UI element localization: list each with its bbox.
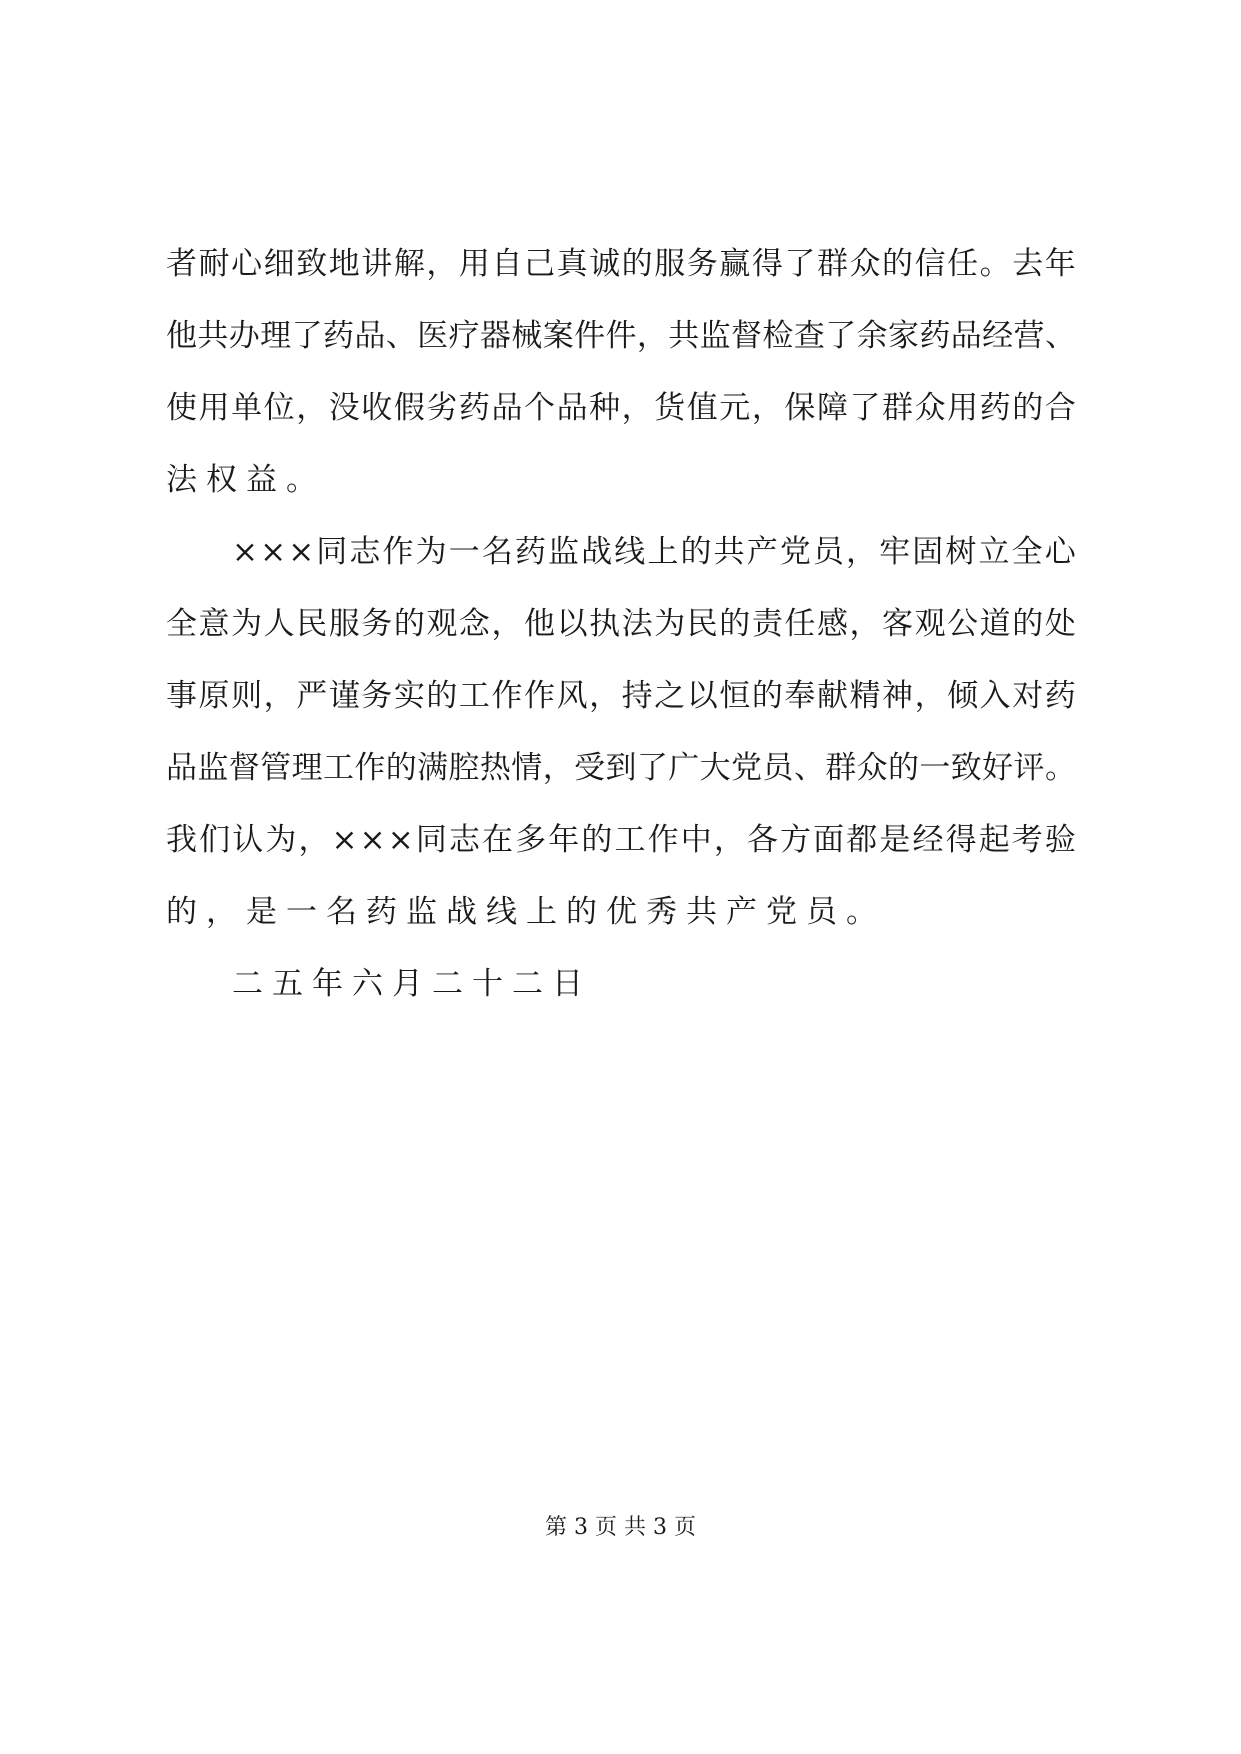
text-char: 作 <box>491 678 523 714</box>
text-char: 药 <box>322 318 354 354</box>
text-char: 众 <box>856 750 888 786</box>
text-char: 的 <box>166 894 197 930</box>
text-char: 起 <box>978 822 1010 858</box>
text-char: 为 <box>265 822 297 858</box>
text-char: 细 <box>263 246 295 282</box>
text-char: 验 <box>1044 822 1076 858</box>
text-char: 。 <box>979 246 1011 282</box>
text-char: 秀 <box>646 894 677 930</box>
text-char: 谨 <box>328 678 360 714</box>
text-char: × <box>232 534 258 570</box>
text-char: 处 <box>1044 606 1076 642</box>
text-char: 感 <box>816 606 848 642</box>
text-char: 上 <box>647 534 679 570</box>
text-char: 任 <box>947 246 979 282</box>
text-char: 二 <box>432 966 463 1002</box>
text-char: × <box>288 534 315 570</box>
text-char: 。 <box>846 894 877 930</box>
text-char: 工 <box>322 750 354 786</box>
text-char: 假 <box>393 390 425 426</box>
text-char: 以 <box>556 606 588 642</box>
text-char: 服 <box>654 246 686 282</box>
text-char: 件 <box>574 318 606 354</box>
text-char: 理 <box>291 750 323 786</box>
text-char: 作 <box>524 678 556 714</box>
text-char: 了 <box>291 318 323 354</box>
text-char: 入 <box>979 678 1011 714</box>
document-body <box>166 228 1076 1020</box>
text-char: 的 <box>621 246 653 282</box>
text-char: 执 <box>589 606 621 642</box>
text-char: 神 <box>882 678 914 714</box>
text-char: 保 <box>784 390 816 426</box>
body-line <box>166 732 1076 804</box>
text-char: 树 <box>945 534 977 570</box>
text-char: 众 <box>914 390 946 426</box>
text-char: ， <box>914 678 946 714</box>
text-char: 督 <box>731 318 763 354</box>
text-char: 则 <box>231 678 263 714</box>
text-char: × <box>331 822 358 858</box>
text-char: 得 <box>945 822 977 858</box>
text-char: 之 <box>654 678 686 714</box>
text-char: 督 <box>228 750 260 786</box>
text-char: 了 <box>849 390 881 426</box>
text-char: 自 <box>491 246 523 282</box>
text-char: 民 <box>686 606 718 642</box>
text-char: 务 <box>361 606 393 642</box>
text-char: 线 <box>614 534 646 570</box>
text-char: 讲 <box>361 246 393 282</box>
text-char: 的 <box>566 894 597 930</box>
date-line <box>166 948 1076 1020</box>
text-char: 上 <box>526 894 557 930</box>
text-char: 产 <box>746 534 778 570</box>
text-char: 到 <box>605 750 637 786</box>
text-char: 劣 <box>426 390 458 426</box>
text-char: 赢 <box>719 246 751 282</box>
text-char: 奉 <box>784 678 816 714</box>
text-char: ， <box>296 390 328 426</box>
text-char: 药 <box>919 318 951 354</box>
text-char: 己 <box>524 246 556 282</box>
text-char: 的 <box>1012 390 1044 426</box>
text-char: 货 <box>654 390 686 426</box>
text-char: 位 <box>263 390 295 426</box>
text-char: 满 <box>417 750 449 786</box>
text-char: 精 <box>849 678 881 714</box>
text-char: ， <box>636 318 668 354</box>
text-char: 了 <box>784 246 816 282</box>
text-char: 得 <box>751 246 783 282</box>
text-char: 监 <box>197 750 229 786</box>
text-char: 真 <box>556 246 588 282</box>
text-char: 年 <box>548 822 580 858</box>
text-char: 、 <box>385 318 417 354</box>
text-char: 产 <box>726 894 757 930</box>
body-line <box>166 660 1076 732</box>
text-char: 牢 <box>879 534 911 570</box>
text-char: 共 <box>713 534 745 570</box>
text-char: 致 <box>296 246 328 282</box>
text-char: 员 <box>812 534 844 570</box>
text-char: 、 <box>1044 318 1076 354</box>
text-char: 各 <box>746 822 778 858</box>
text-char: 的 <box>680 534 712 570</box>
text-char: 用 <box>947 390 979 426</box>
text-char: 共 <box>686 894 717 930</box>
text-char: 认 <box>232 822 264 858</box>
text-char: 名 <box>326 894 357 930</box>
text-char: 务 <box>361 678 393 714</box>
text-char: 监 <box>548 534 580 570</box>
text-char: 观 <box>426 606 458 642</box>
text-char: ， <box>713 822 745 858</box>
text-char: 十 <box>472 966 503 1002</box>
text-char: 查 <box>793 318 825 354</box>
text-char: 务 <box>686 246 718 282</box>
text-char: 的 <box>426 678 458 714</box>
text-char: ， <box>589 678 621 714</box>
text-char: ， <box>263 678 295 714</box>
text-char: 同 <box>415 822 447 858</box>
text-char: ， <box>542 750 574 786</box>
text-char: ， <box>206 894 237 930</box>
text-char: 品 <box>950 318 982 354</box>
text-char: 品 <box>556 390 588 426</box>
text-char: ， <box>849 606 881 642</box>
text-char: 他 <box>166 318 197 354</box>
text-char: 服 <box>328 606 360 642</box>
text-char: 中 <box>680 822 712 858</box>
text-char: 心 <box>231 246 263 282</box>
text-char: 都 <box>846 822 878 858</box>
text-char: 值 <box>686 390 718 426</box>
text-char: 。 <box>286 462 317 498</box>
text-char: × <box>359 822 386 858</box>
text-char: 志 <box>349 534 381 570</box>
body-line <box>166 516 1076 588</box>
text-char: 人 <box>263 606 295 642</box>
text-char: 药 <box>366 894 397 930</box>
text-char: 作 <box>382 534 414 570</box>
text-char: 年 <box>1044 246 1076 282</box>
text-char: 以 <box>686 678 718 714</box>
text-char: 日 <box>552 966 583 1002</box>
text-char: ， <box>491 606 523 642</box>
text-char: 六 <box>352 966 383 1002</box>
text-char: × <box>387 822 414 858</box>
text-char: 药 <box>1044 678 1076 714</box>
page-footer: 第 3 页 共 3 页 <box>545 1515 696 1540</box>
text-char: 在 <box>482 822 514 858</box>
text-char: 一 <box>286 894 317 930</box>
text-char: 致 <box>950 750 982 786</box>
text-char: 法 <box>621 606 653 642</box>
text-char: 了 <box>636 750 668 786</box>
text-char: 件 <box>605 318 637 354</box>
text-char: 他 <box>524 606 556 642</box>
text-char: 全 <box>166 606 197 642</box>
text-char: 工 <box>614 822 646 858</box>
body-line <box>166 300 1076 372</box>
text-char: 群 <box>816 246 848 282</box>
text-char: 诚 <box>589 246 621 282</box>
text-char: 五 <box>272 966 303 1002</box>
text-char: 的 <box>887 750 919 786</box>
text-char: 考 <box>1011 822 1043 858</box>
text-char: 障 <box>816 390 848 426</box>
text-char: 解 <box>393 246 425 282</box>
text-char: 好 <box>982 750 1014 786</box>
text-char: 地 <box>328 246 360 282</box>
text-char: × <box>260 534 287 570</box>
text-char: 念 <box>458 606 490 642</box>
text-char: 作 <box>647 822 679 858</box>
text-char: 案 <box>542 318 574 354</box>
text-char: 倾 <box>947 678 979 714</box>
text-char: 元 <box>719 390 751 426</box>
text-char: 优 <box>606 894 637 930</box>
text-char: 的 <box>1012 606 1044 642</box>
text-char: 公 <box>947 606 979 642</box>
text-char: 对 <box>1012 678 1044 714</box>
text-char: 信 <box>914 246 946 282</box>
text-char: 热 <box>479 750 511 786</box>
text-char: 线 <box>486 894 517 930</box>
text-char: 的 <box>882 246 914 282</box>
text-char: 员 <box>806 894 837 930</box>
text-char: 。 <box>1044 750 1076 786</box>
text-char: 是 <box>879 822 911 858</box>
text-char: 个 <box>524 390 556 426</box>
text-char: 单 <box>231 390 263 426</box>
text-char: 理 <box>260 318 292 354</box>
text-char: 器 <box>479 318 511 354</box>
text-char: ， <box>426 246 458 282</box>
text-char: 办 <box>228 318 260 354</box>
text-char: 党 <box>766 894 797 930</box>
text-char: 年 <box>312 966 343 1002</box>
text-char: 共 <box>197 318 229 354</box>
text-char: 群 <box>882 390 914 426</box>
text-char: ， <box>751 390 783 426</box>
body-line <box>166 228 1076 300</box>
text-char: 二 <box>512 966 543 1002</box>
text-char: 的 <box>385 750 417 786</box>
text-char: 持 <box>621 678 653 714</box>
text-char: 管 <box>260 750 292 786</box>
text-char: 我 <box>166 822 197 858</box>
text-char: 腔 <box>448 750 480 786</box>
text-char: 一 <box>919 750 951 786</box>
text-char: 道 <box>979 606 1011 642</box>
text-char: 意 <box>198 606 230 642</box>
text-char: 药 <box>458 390 490 426</box>
text-char: 为 <box>415 534 447 570</box>
text-char: 方 <box>780 822 812 858</box>
text-char: 监 <box>699 318 731 354</box>
text-char: 药 <box>514 534 546 570</box>
text-char: 检 <box>762 318 794 354</box>
text-char: 的 <box>581 822 613 858</box>
body-line <box>166 372 1076 444</box>
text-char: 了 <box>825 318 857 354</box>
text-char: 用 <box>458 246 490 282</box>
text-char: 群 <box>825 750 857 786</box>
text-char: 为 <box>231 606 263 642</box>
text-char: 月 <box>392 966 423 1002</box>
text-char: 多 <box>515 822 547 858</box>
text-char: 收 <box>361 390 393 426</box>
text-char: 者 <box>166 246 197 282</box>
text-char: 志 <box>448 822 480 858</box>
text-char: 没 <box>328 390 360 426</box>
text-char: 经 <box>982 318 1014 354</box>
body-line <box>166 876 1076 948</box>
text-char: 大 <box>699 750 731 786</box>
text-char: 工 <box>458 678 490 714</box>
text-char: 作 <box>354 750 386 786</box>
text-char: 心 <box>1044 534 1076 570</box>
text-char: 广 <box>668 750 700 786</box>
body-line <box>166 444 1076 516</box>
text-char: 品 <box>491 390 523 426</box>
text-char: 名 <box>481 534 513 570</box>
text-char: 益 <box>246 462 277 498</box>
text-char: 责 <box>751 606 783 642</box>
text-char: 械 <box>511 318 543 354</box>
text-char: 经 <box>912 822 944 858</box>
text-char: 评 <box>1013 750 1045 786</box>
body-line <box>166 588 1076 660</box>
text-char: 事 <box>166 678 197 714</box>
text-char: 耐 <box>198 246 230 282</box>
text-char: 的 <box>393 606 425 642</box>
text-char: 使 <box>166 390 197 426</box>
text-char: 共 <box>668 318 700 354</box>
text-char: 实 <box>393 678 425 714</box>
text-char: 党 <box>779 534 811 570</box>
text-char: 权 <box>206 462 237 498</box>
text-char: ， <box>621 390 653 426</box>
text-char: 药 <box>979 390 1011 426</box>
text-char: 家 <box>887 318 919 354</box>
text-char: 的 <box>751 678 783 714</box>
text-char: 余 <box>856 318 888 354</box>
text-char: 监 <box>406 894 437 930</box>
text-char: 战 <box>446 894 477 930</box>
text-char: 一 <box>448 534 480 570</box>
text-char: 合 <box>1044 390 1076 426</box>
text-char: 为 <box>654 606 686 642</box>
text-char: 种 <box>589 390 621 426</box>
text-char: 去 <box>1012 246 1044 282</box>
text-char: 立 <box>978 534 1010 570</box>
text-char: 党 <box>731 750 763 786</box>
text-char: 法 <box>166 462 197 498</box>
text-char: 疗 <box>448 318 480 354</box>
text-char: 是 <box>246 894 277 930</box>
text-char: 受 <box>574 750 606 786</box>
text-char: 固 <box>912 534 944 570</box>
text-char: 用 <box>198 390 230 426</box>
text-char: 同 <box>316 534 348 570</box>
text-char: 客 <box>882 606 914 642</box>
text-char: ， <box>298 822 330 858</box>
text-char: 营 <box>1013 318 1045 354</box>
text-char: 全 <box>1011 534 1043 570</box>
text-char: 众 <box>849 246 881 282</box>
text-char: 面 <box>813 822 845 858</box>
text-char: 品 <box>354 318 386 354</box>
text-char: 原 <box>198 678 230 714</box>
text-char: 观 <box>914 606 946 642</box>
text-char: 献 <box>816 678 848 714</box>
text-char: 民 <box>296 606 328 642</box>
body-line <box>166 804 1076 876</box>
text-char: 、 <box>793 750 825 786</box>
text-char: 员 <box>762 750 794 786</box>
text-char: 们 <box>199 822 231 858</box>
text-char: 二 <box>232 966 263 1002</box>
text-char: 情 <box>511 750 543 786</box>
text-char: 战 <box>581 534 613 570</box>
text-char: 任 <box>784 606 816 642</box>
text-char: 品 <box>166 750 197 786</box>
text-char: 严 <box>296 678 328 714</box>
text-char: 医 <box>417 318 449 354</box>
text-char: ， <box>846 534 878 570</box>
text-char: 的 <box>719 606 751 642</box>
text-char: 风 <box>556 678 588 714</box>
text-char: 恒 <box>719 678 751 714</box>
